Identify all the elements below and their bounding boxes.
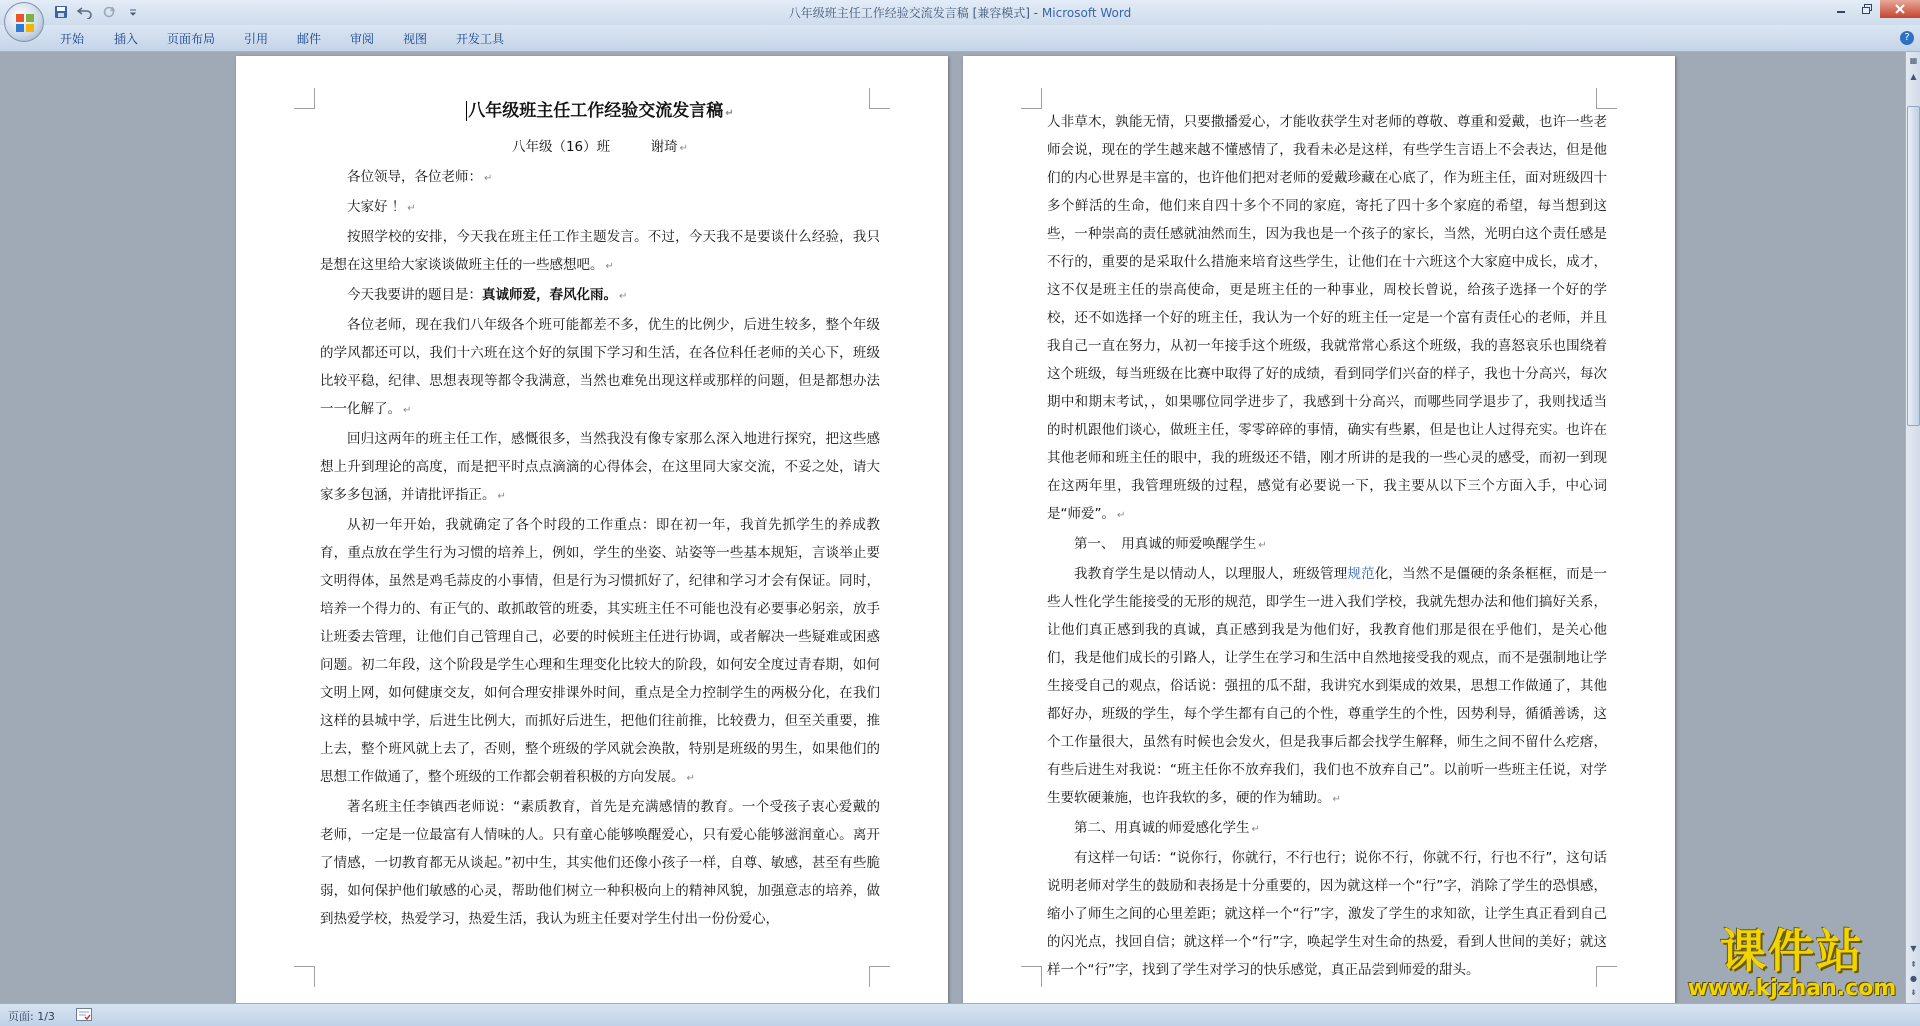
author-line: 八年级（16）班 谢琦 ↵ [511, 139, 689, 155]
close-icon[interactable] [1880, 0, 1920, 18]
ruler-toggle-icon[interactable]: ▦ [1909, 56, 1918, 65]
tab-mailings[interactable]: 邮件 [297, 32, 322, 46]
title-bar [0, 0, 1920, 25]
page-corner-mark [1021, 88, 1042, 109]
document-area [0, 52, 1905, 1003]
vertical-scrollbar[interactable] [1905, 52, 1920, 1003]
window-controls [1828, 0, 1920, 18]
watermark-text: 课件站 [1720, 924, 1864, 978]
tab-view[interactable]: 视图 [403, 32, 428, 46]
document-title: 八年级班主任工作经验交流发言稿 [兼容模式] - [788, 6, 1042, 20]
office-logo-icon [15, 13, 35, 33]
page-corner-mark [869, 966, 890, 987]
tab-home[interactable]: 开始 [60, 32, 85, 46]
scroll-down-icon[interactable]: ▼ [1910, 944, 1917, 953]
hyperlink-text[interactable]: 规范 [1347, 566, 1375, 582]
page-indicator[interactable]: 页面: 1/3 [8, 1010, 55, 1023]
paragraph: 各位领导，各位老师： ↵ [347, 169, 493, 185]
proofing-status-icon[interactable] [76, 1008, 92, 1021]
tab-page-layout[interactable]: 页面布局 [167, 32, 216, 46]
ribbon-tabs [0, 25, 1920, 52]
restore-icon[interactable] [1854, 0, 1880, 18]
paragraph: 回归这两年的班主任工作，感慨很多，当然我没有像专家那么深入地进行探究，把这些感想上升到理论的高度，而是把平时点点滴滴的心得体会，在这里同大家交流，不妥之处，请大家多多包涵，并请批评指正。 ↵ [320, 431, 880, 503]
paragraph: 今天我要讲的题目是：真诚师爱，春风化雨。 ↵ [347, 287, 628, 303]
watermark-logo [1672, 925, 1912, 1001]
office-button[interactable] [4, 2, 44, 42]
paragraph: 有这样一句话：“说你行，你就行，不行也行；说你不行，你就不行，行也不行”，这句话说明老师对学生的鼓励和表扬是十分重要的，因为就这样一个“行”字，消除了学生的恐惧感，缩小了师生之间的心里差距；就这样一个“行”字，激发了学生的求知欲，让学生真正看到自己的闪光点，找回自信；就这样一个“行”字，唤起学生对生命的热爱，看到人世间的美好；就这样一个“行”字，找到了学生对学习的快乐感觉，真正品尝到师爱的甜头。 [1047, 850, 1607, 978]
topic-bold-text: 真诚师爱，春风化雨。 [482, 287, 617, 303]
page-corner-mark [294, 966, 315, 987]
paragraph: 大家好 ！ ↵ [347, 199, 416, 215]
tab-references[interactable]: 引用 [244, 32, 269, 46]
previous-page-icon[interactable]: ⇞ [1910, 960, 1917, 969]
app-name: Microsoft Word [1041, 6, 1132, 20]
select-browse-object-icon[interactable]: ● [1910, 974, 1917, 983]
page-corner-mark [1596, 88, 1617, 109]
paragraph: 各位老师，现在我们八年级各个班可能都差不多，优生的比例少，后进生较多，整个年级的学风都还可以，我们十六班在这个好的氛围下学习和生活，在各位科任老师的关心下，班级比较平稳，纪律、思想表现等都令我满意，当然也难免出现这样或那样的问题，但是都想办法一一化解了。 ↵ [320, 317, 880, 417]
paragraph: 从初一年开始，我就确定了各个时段的工作重点：即在初一年，我首先抓学生的养成教育，重点放在学生行为习惯的培养上，例如，学生的坐姿、站姿等一些基本规矩，言谈举止要文明得体，虽然是鸡毛蒜皮的小事情，但是行为习惯抓好了，纪律和学习才会有保证。同时，培养一个得力的、有正气的、敢抓敢管的班委，其实班主任不可能也没有必要事必躬亲，放手让班委去管理，让他们自己管理自己，必要的时候班主任进行协调，或者解决一些疑难或困惑问题。初二年段，这个阶段是学生心理和生理变化比较大的阶段，如何安全度过青春期，如何文明上网，如何健康交友，如何合理安排课外时间，重点是全力控制学生的两极分化，在我们这样的县城中学，后进生比例大，而抓好后进生，把他们往前推，比较费力，但至关重要，推上去，整个班风就上去了，否则，整个班级的学风就会涣散，特别是班级的男生，如果他们的思想工作做通了，整个班级的工作都会朝着积极的方向发展。 ↵ [320, 517, 880, 785]
tab-developer[interactable]: 开发工具 [456, 32, 505, 46]
tab-review[interactable]: 审阅 [350, 32, 375, 46]
paragraph: 著名班主任李镇西老师说：“素质教育，首先是充满感情的教育。一个受孩子衷心爱戴的老师，一定是一位最富有人情味的人。只有童心能够唤醒爱心，只有爱心能够滋润童心。离开了情感，一切教育都无从谈起。”初中生，其实他们还像小孩子一样，自尊、敏感，甚至有些脆弱，如何保护他们敏感的心灵，帮助他们树立一种积极向上的精神风貌，加强意志的培养，做到热爱学校，热爱学习，热爱生活，我认为班主任要对学生付出一份份爱心， [320, 799, 880, 927]
paragraph: 我教育学生是以情动人，以理服人，班级管理规范化，当然不是僵硬的条条框框，而是一些人性化学生能接受的无形的规范，即学生一进入我们学校，我就先想办法和他们搞好关系，让他们真正感到我的真诚，真正感到我是为他们好，我教育他们那是很在乎他们，是关心他们，我是他们成长的引路人，让学生在学习和生活中自然地接受我的观点，而不是强制地让学生接受自己的观点，俗话说：强扭的瓜不甜，我讲究水到渠成的效果，思想工作做通了，其他都好办，班级的学生，每个学生都有自己的个性，尊重学生的个性，因势利导，循循善诱，这个工作量很大，虽然有时候也会发火，但是我事后都会找学生解释，师生之间不留什么疙瘩，有些后进生对我说：“班主任你不放弃我们，我们也不放弃自己”。以前听一些班主任说，对学生要软硬兼施，也许我软的多，硬的作为辅助。 ↵ [1047, 566, 1608, 806]
section-heading: 第二、用真诚的师爱感化学生 ↵ [1074, 820, 1260, 836]
document-title-heading: 八年级班主任工作经验交流发言稿 ↵ [468, 101, 734, 121]
scrollbar-thumb[interactable] [1907, 106, 1920, 426]
section-heading: 第一、 用真诚的师爱唤醒学生 ↵ [1074, 536, 1267, 552]
tab-insert[interactable]: 插入 [114, 32, 139, 46]
paragraph: 按照学校的安排，今天我在班主任工作主题发言。不过，今天我不是要谈什么经验，我只是想在这里给大家谈谈做班主任的一些感想吧。 ↵ [320, 229, 880, 273]
page-corner-mark [294, 88, 315, 109]
next-page-icon[interactable]: ⇟ [1910, 988, 1917, 997]
watermark-url: www.kjzhan.com [1687, 976, 1897, 1001]
document-page-1[interactable] [236, 56, 948, 1003]
paragraph: 人非草木，孰能无情，只要撒播爱心，才能收获学生对老师的尊敬、尊重和爱戴，也许一些老师会说，现在的学生越来越不懂感情了，我看未必是这样，有些学生言语上不会表达，但是他们的内心世界是丰富的，也许他们把对老师的爱戴珍藏在心底了，作为班主任，面对班级四十多个鲜活的生命，他们来自四十多个不同的家庭，寄托了四十多个家庭的希望，每当想到这些，一种崇高的责任感就油然而生，因为我也是一个孩子的家长，当然，光明白这个责任感是不行的，重要的是采取什么措施来培育这些学生，让他们在十六班这个大家庭中成长，成才，这不仅是班主任的崇高使命，更是班主任的一种事业，周校长曾说，给孩子选择一个好的学校，还不如选择一个好的班主任，我认为一个好的班主任一定是一个富有责任心的老师，并且我自己一直在努力，从初一年接手这个班级，我就常常心系这个班级，我的喜怒哀乐也围绕着这个班级，每当班级在比赛中取得了好的成绩，看到同学们兴奋的样子，我也十分高兴，每次期中和期末考试，，如果哪位同学进步了，我感到十分高兴，而哪些同学退步了，我则找适当的时机跟他们谈心，做班主任，零零碎碎的事情，确实有些累，但是也让人过得充实。也许在其他老师和班主任的眼中，我的班级还不错，刚才所讲的是我的一些心灵的感受，而初一到现在这两年里，我管理班级的过程，感觉有必要说一下，我主要从以下三个方面入手，中心词是“师爱”。 ↵ [1047, 114, 1607, 522]
page-1-body[interactable] [320, 90, 880, 933]
scroll-up-icon[interactable]: ▲ [1910, 72, 1917, 81]
document-page-2[interactable] [963, 56, 1675, 1003]
status-bar [0, 1003, 1920, 1026]
page-corner-mark [1021, 966, 1042, 987]
minimize-icon[interactable] [1828, 0, 1854, 18]
window-title [0, 4, 1920, 21]
help-icon[interactable]: ? [1900, 31, 1914, 45]
page-2-body[interactable] [1047, 108, 1607, 984]
